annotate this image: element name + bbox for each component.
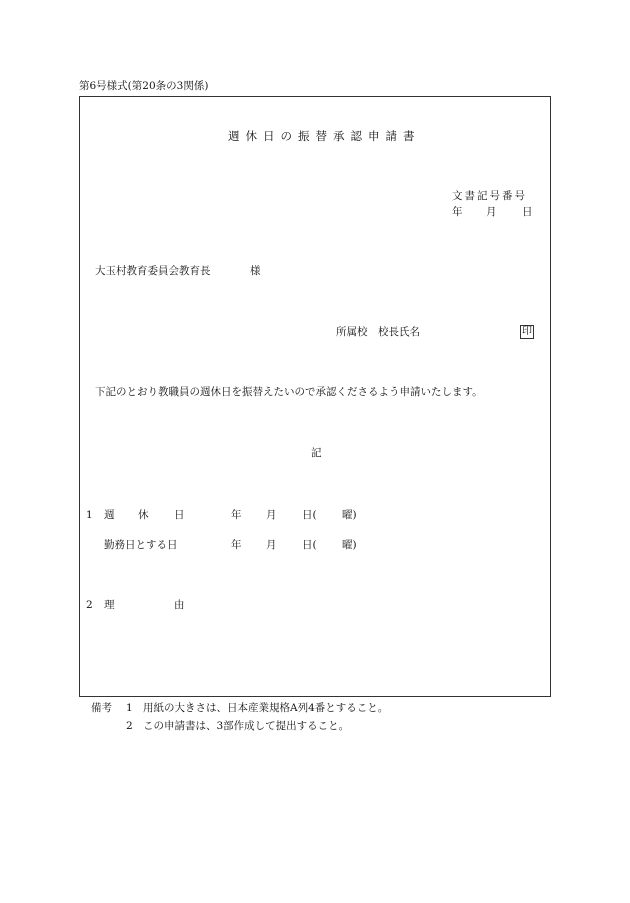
item2-label-char: 理	[104, 599, 115, 611]
note-number: 1	[126, 702, 133, 714]
workday-weekday: 曜)	[342, 539, 357, 551]
note-number: 2	[126, 720, 133, 732]
date-year: 年	[452, 206, 463, 218]
item2-label-char: 由	[174, 599, 185, 611]
date-month: 月	[486, 206, 497, 218]
seal-mark	[520, 325, 534, 339]
ki-heading: 記	[311, 447, 322, 459]
notes-heading: 備考	[91, 702, 112, 714]
note-text: この申請書は、3部作成して提出すること。	[143, 720, 350, 732]
item1-weekday: 曜)	[342, 509, 357, 521]
item1-month: 月	[266, 509, 277, 521]
item1-label-char: 日	[174, 509, 185, 521]
date-day: 日	[522, 206, 533, 218]
item1-label-char: 休	[138, 509, 149, 521]
addressee-honorific: 様	[250, 265, 261, 277]
item1-year: 年	[231, 509, 242, 521]
document-number: 文書記号番号	[452, 190, 527, 202]
addressee-name: 大玉村教育委員会教育長	[95, 265, 211, 277]
seal-label: 印	[522, 326, 532, 337]
workday-label: 勤務日とする日	[104, 539, 178, 551]
item1-day: 日(	[302, 509, 317, 521]
item1-number: 1	[86, 509, 93, 521]
applicant-label: 所属校 校長氏名	[336, 326, 420, 338]
item2-number: 2	[86, 599, 93, 611]
workday-month: 月	[266, 539, 277, 551]
workday-year: 年	[231, 539, 242, 551]
item1-label-char: 週	[104, 509, 115, 521]
note-text: 用紙の大きさは、日本産業規格A列4番とすること。	[143, 702, 389, 714]
request-body-text: 下記のとおり教職員の週休日を振替えたいので承認くださるよう申請いたします。	[95, 386, 483, 398]
workday-day: 日(	[302, 539, 317, 551]
form-title: 週休日の振替承認申請書	[228, 129, 421, 143]
form-number: 第6号様式(第20条の3関係)	[79, 80, 209, 92]
